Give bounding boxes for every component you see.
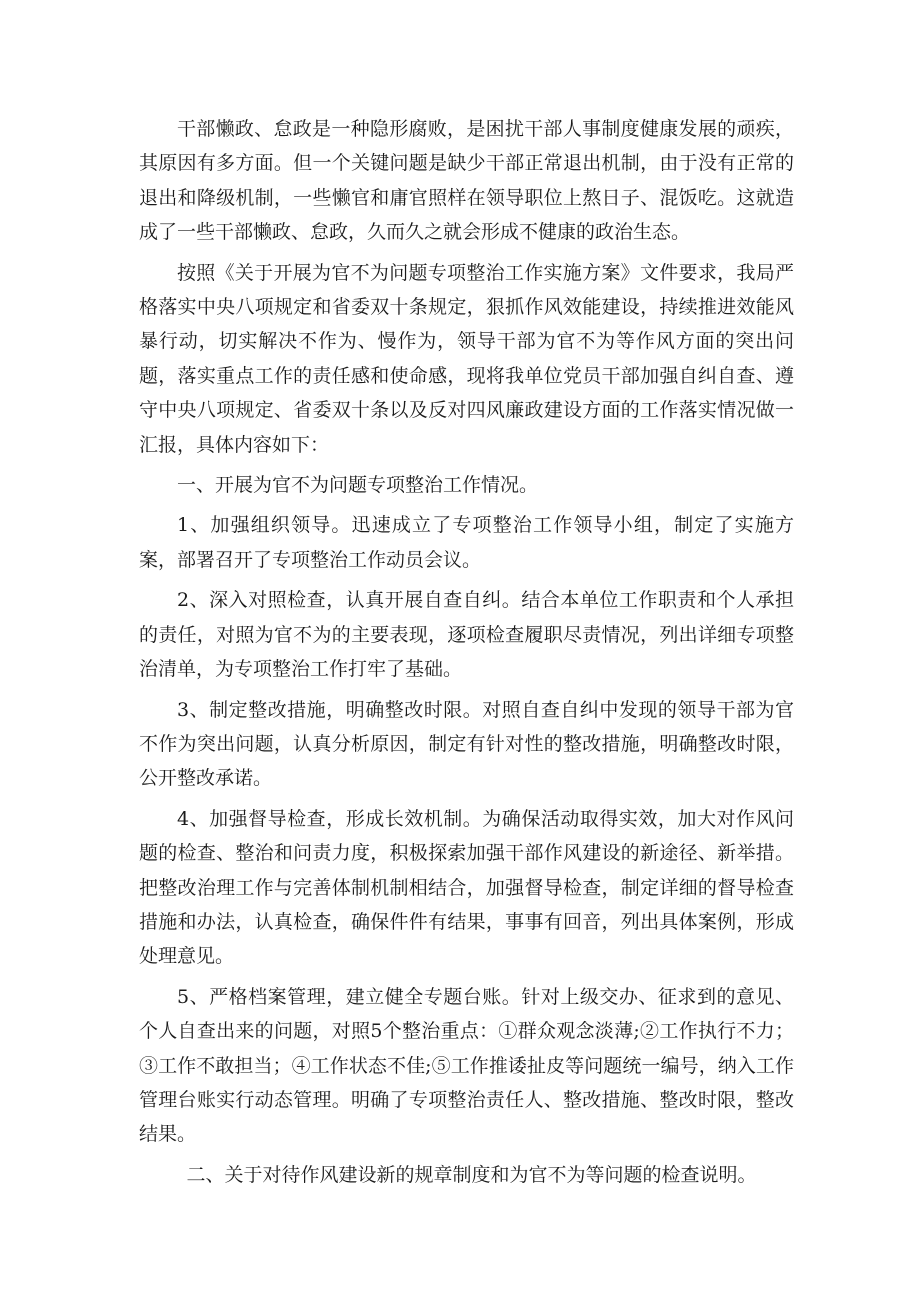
paragraph-item-4: 4、加强督导检查，形成长效机制。为确保活动取得实效，加大对作风问题的检查、整治和问责力度，积极探索加强干部作风建设的新途径、新举措。把整改治理工作与完善体制机制相结合，加强督导检查，制定详细的督导检查措施和办法，认真检查，确保件件有结果，事事有回音，列出具体案例，形成处理意见。	[139, 807, 794, 968]
paragraph-intro: 干部懒政、怠政是一种隐形腐败，是困扰干部人事制度健康发展的顽疾，其原因有多方面。但一个关键问题是缺少干部正常退出机制，由于没有正常的退出和降级机制，一些懒官和庸官照样在领导职位上熬日子、混饭吃。这就造成了一些干部懒政、怠政，久而久之就会形成不健康的政治生态。	[139, 118, 794, 244]
paragraph-item-5: 5、严格档案管理，建立健全专题台账。针对上级交办、征求到的意见、个人自查出来的问题，对照5个整治重点：①群众观念淡薄;②工作执行不力；③工作不敢担当；④工作状态不佳;⑤工作推诿扯皮等问题统一编号，纳入工作管理台账实行动态管理。明确了专项整治责任人、整改措施、整改时限，整改结果。	[139, 985, 794, 1146]
section-heading-1: 一、开展为官不为问题专项整治工作情况。	[177, 474, 539, 497]
paragraph-item-1: 1、加强组织领导。迅速成立了专项整治工作领导小组，制定了实施方案，部署召开了专项整治工作动员会议。	[139, 514, 794, 571]
document-body	[139, 112, 794, 1198]
paragraph-item-3: 3、制定整改措施，明确整改时限。对照自查自纠中发现的领导干部为官不作为突出问题，认真分析原因，制定有针对性的整改措施，明确整改时限，公开整改承诺。	[139, 698, 794, 790]
paragraph-item-2: 2、深入对照检查，认真开展自查自纠。结合本单位工作职责和个人承担的责任，对照为官不为的主要表现，逐项检查履职尽责情况，列出详细专项整治清单，为专项整治工作打牢了基础。	[139, 589, 794, 681]
section-heading-2: 二、关于对待作风建设新的规章制度和为官不为等问题的检查说明。	[186, 1163, 757, 1186]
paragraph-basis: 按照《关于开展为官不为问题专项整治工作实施方案》文件要求，我局严格落实中央八项规定和省委双十条规定，狠抓作风效能建设，持续推进效能风暴行动，切实解决不作为、慢作为，领导干部为官不为等作风方面的突出问题，落实重点工作的责任感和使命感，现将我单位党员干部加强自纠自查、遵守中央八项规定、省委双十条以及反对四风廉政建设方面的工作落实情况做一汇报，具体内容如下：	[139, 261, 794, 456]
